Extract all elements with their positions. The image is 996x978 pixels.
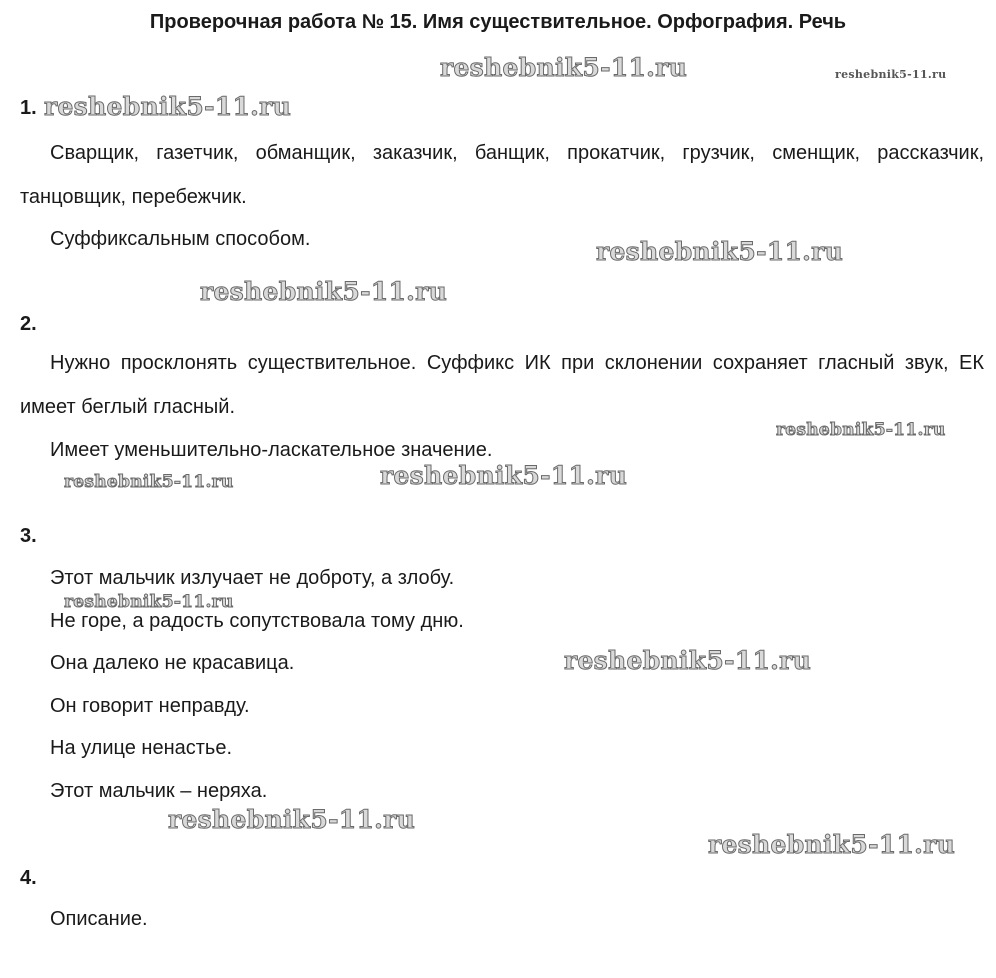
page-title: Проверочная работа № 15. Имя существительное. Орфография. Речь (149, 11, 847, 33)
task-3-sentence: Он говорит неправду. (50, 695, 250, 717)
watermark-text: reshebnik5-11.ru (200, 277, 448, 306)
watermark-text: reshebnik5-11.ru (440, 53, 688, 82)
task-number: 3. (20, 525, 37, 547)
watermark-text: reshebnik5-11.ru (44, 92, 292, 121)
watermark-text: reshebnik5-11.ru (64, 472, 234, 492)
watermark-text: reshebnik5-11.ru (835, 68, 947, 81)
watermark-text: reshebnik5-11.ru (596, 237, 844, 266)
task-3-sentence: Не горе, а радость сопутствовала тому дню. (50, 610, 464, 632)
task-number: 2. (20, 313, 37, 335)
task-3-sentence: Она далеко не красавица. (50, 652, 295, 674)
watermark-text: reshebnik5-11.ru (380, 461, 628, 490)
task-1-answer-words: Сварщик, газетчик, обманщик, заказчик, банщик, прокатчик, грузчик, сменщик, рассказчик, танцовщик, перебежчик. (20, 142, 984, 208)
task-2-answer-rule: Нужно просклонять существительное. Суффикс ИК при склонении сохраняет гласный звук, ЕК имеет беглый гласный. (20, 352, 984, 418)
task-4-answer: Описание. (50, 908, 148, 930)
watermark-text: reshebnik5-11.ru (168, 805, 416, 834)
task-1-answer-method: Суффиксальным способом. (50, 228, 311, 250)
watermark-text: reshebnik5-11.ru (776, 420, 946, 440)
watermark-text: reshebnik5-11.ru (564, 646, 812, 675)
watermark-text: reshebnik5-11.ru (708, 830, 956, 859)
task-number: 1. (20, 97, 37, 119)
task-3-sentence: Этот мальчик излучает не доброту, а злобу. (50, 567, 455, 589)
task-3-sentence: На улице ненастье. (50, 737, 233, 759)
watermark-text: reshebnik5-11.ru (64, 592, 234, 612)
task-number: 4. (20, 867, 37, 889)
task-2-answer-meaning: Имеет уменьшительно-ласкательное значение. (50, 439, 493, 461)
task-3-sentence: Этот мальчик – неряха. (50, 780, 268, 802)
